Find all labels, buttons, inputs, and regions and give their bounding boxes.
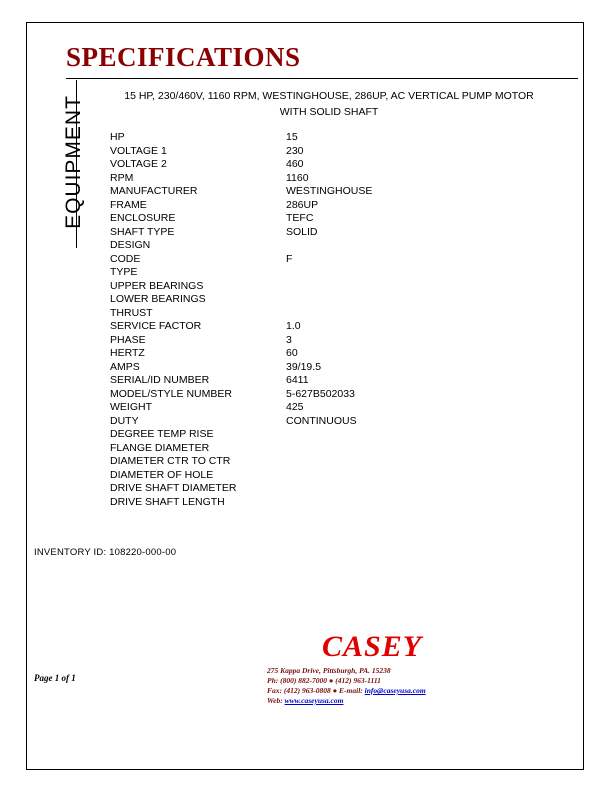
spec-value: 425 <box>286 401 304 413</box>
spec-label: DRIVE SHAFT DIAMETER <box>110 482 237 494</box>
spec-value: 286UP <box>286 198 319 211</box>
table-row <box>110 374 530 388</box>
table-row <box>110 145 530 159</box>
table-row <box>110 158 530 172</box>
table-row <box>110 496 530 510</box>
table-row <box>110 280 530 294</box>
page-number: Page 1 of 1 <box>34 673 76 683</box>
spec-label: TYPE <box>110 266 138 278</box>
spec-label: ENCLOSURE <box>110 212 176 224</box>
spec-value: 3 <box>286 333 292 346</box>
spec-value: 1.0 <box>286 320 301 332</box>
table-row <box>110 455 530 469</box>
spec-label: DUTY <box>110 414 139 427</box>
spec-label: MODEL/STYLE NUMBER <box>110 387 232 400</box>
footer-fax: Fax: (412) 963-0808 <box>267 686 331 695</box>
table-row <box>110 469 530 483</box>
spec-value: TEFC <box>286 212 314 224</box>
spec-label: DIAMETER OF HOLE <box>110 468 214 481</box>
subtitle-line-2: WITH SOLID SHAFT <box>279 106 379 118</box>
spec-label: HP <box>110 131 125 143</box>
table-row <box>110 388 530 402</box>
table-row <box>110 199 530 213</box>
spec-label: DIAMETER CTR TO CTR <box>110 455 231 467</box>
footer-contact-block <box>267 666 527 706</box>
spec-value: F <box>286 252 293 265</box>
spec-label: FRAME <box>110 198 147 211</box>
spec-value <box>286 307 530 321</box>
footer-email-separator: ● E-mail: <box>330 686 365 695</box>
spec-label: SERIAL/ID NUMBER <box>110 374 210 386</box>
table-row <box>110 172 530 186</box>
table-row <box>110 131 530 145</box>
company-logo: CASEY <box>322 630 423 663</box>
spec-label: VOLTAGE 1 <box>110 144 167 157</box>
spec-label: SERVICE FACTOR <box>110 320 202 332</box>
table-row <box>110 293 530 307</box>
spec-label: DRIVE SHAFT LENGTH <box>110 495 225 508</box>
footer-phone: Ph: (800) 882-7000 ● (412) 963-1111 <box>267 676 381 685</box>
spec-value: 460 <box>286 158 304 170</box>
spec-label: SHAFT TYPE <box>110 225 175 238</box>
spec-value <box>286 239 530 253</box>
spec-value: 1160 <box>286 171 309 184</box>
spec-label: THRUST <box>110 306 153 319</box>
table-row <box>110 334 530 348</box>
page-title: SPECIFICATIONS <box>66 42 301 72</box>
spec-label: UPPER BEARINGS <box>110 279 204 292</box>
spec-label: LOWER BEARINGS <box>110 293 206 305</box>
table-row <box>110 361 530 375</box>
spec-label: DEGREE TEMP RISE <box>110 428 214 440</box>
spec-value <box>286 428 530 442</box>
document-subtitle <box>88 88 570 120</box>
spec-label: MANUFACTURER <box>110 185 198 197</box>
table-row <box>110 212 530 226</box>
table-row <box>110 482 530 496</box>
subtitle-line-1: 15 HP, 230/460V, 1160 RPM, WESTINGHOUSE, 286UP, AC VERTICAL PUMP MOTOR <box>124 90 534 102</box>
spec-value <box>286 482 530 496</box>
spec-value: 15 <box>286 131 298 143</box>
spec-label: WEIGHT <box>110 401 152 413</box>
spec-value: CONTINUOUS <box>286 414 357 427</box>
spec-value <box>286 496 530 510</box>
table-row <box>110 401 530 415</box>
table-row <box>110 415 530 429</box>
table-row <box>110 239 530 253</box>
title-divider <box>66 78 578 79</box>
spec-label: RPM <box>110 171 134 184</box>
spec-value: 5-627B502033 <box>286 387 355 400</box>
spec-value <box>286 469 530 483</box>
footer-fax-email <box>267 686 527 696</box>
table-row <box>110 185 530 199</box>
spec-label: FLANGE DIAMETER <box>110 441 210 454</box>
spec-label: AMPS <box>110 360 140 373</box>
table-row <box>110 253 530 267</box>
footer-address: 275 Kappa Drive, Pittsburgh, PA. 15238 <box>267 666 391 675</box>
table-row <box>110 320 530 334</box>
table-row <box>110 266 530 280</box>
footer-web-link[interactable]: www.caseyusa.com <box>284 696 344 705</box>
spec-value: SOLID <box>286 225 318 238</box>
footer-email-link[interactable]: info@caseyusa.com <box>364 686 426 695</box>
spec-value <box>286 266 530 280</box>
specifications-body <box>110 131 530 509</box>
specifications-table <box>110 131 530 509</box>
spec-label: VOLTAGE 2 <box>110 158 167 170</box>
spec-value <box>286 280 530 294</box>
spec-value <box>286 455 530 469</box>
spec-label: CODE <box>110 252 141 265</box>
footer-web <box>267 696 527 706</box>
footer-web-label: Web: <box>267 696 285 705</box>
spec-value: 39/19.5 <box>286 360 322 373</box>
table-row <box>110 347 530 361</box>
table-row <box>110 226 530 240</box>
inventory-id: INVENTORY ID: 108220-000-00 <box>34 547 177 558</box>
spec-label: DESIGN <box>110 239 151 251</box>
spec-label: HERTZ <box>110 347 145 359</box>
table-row <box>110 428 530 442</box>
spec-value: 230 <box>286 144 304 157</box>
spec-value <box>286 293 530 307</box>
spec-value: 6411 <box>286 374 309 386</box>
table-row <box>110 442 530 456</box>
spec-value: 60 <box>286 347 298 359</box>
spec-value: WESTINGHOUSE <box>286 185 373 197</box>
spec-label: PHASE <box>110 333 146 346</box>
section-label-equipment: EQUIPMENT <box>62 95 85 229</box>
table-row <box>110 307 530 321</box>
spec-value <box>286 442 530 456</box>
